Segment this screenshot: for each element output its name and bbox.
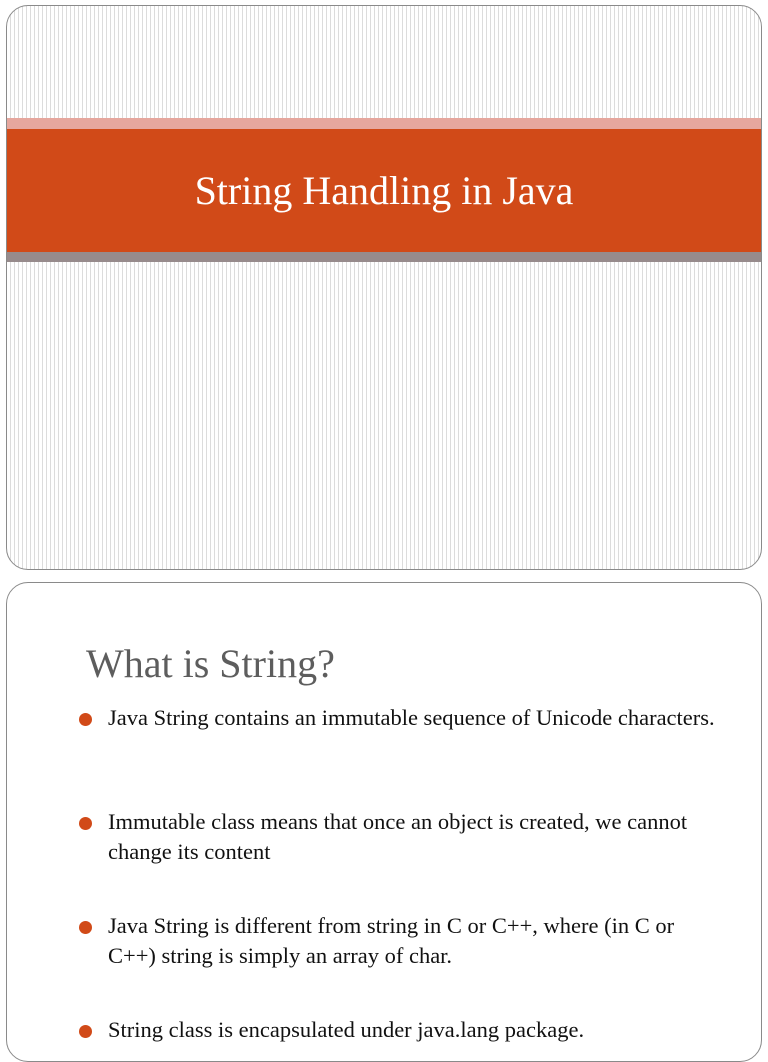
bullet-item <box>79 911 719 971</box>
slide-title: String Handling in Java <box>194 168 574 213</box>
title-band <box>7 129 761 252</box>
bullet-item <box>79 807 719 867</box>
bullet-dot-icon <box>79 921 92 934</box>
bullet-item <box>79 703 719 733</box>
bullet-text: Immutable class means that once an object is created, we cannot change its content <box>108 809 688 864</box>
content-slide <box>6 582 762 1062</box>
title-band-top-stripe <box>7 118 761 129</box>
bullet-dot-icon <box>79 817 92 830</box>
bullet-dot-icon <box>79 713 92 726</box>
bullet-text: String class is encapsulated under java.lang package. <box>108 1017 585 1042</box>
bullet-dot-icon <box>79 1025 92 1038</box>
title-slide <box>6 5 762 570</box>
bullet-text: Java String contains an immutable sequence of Unicode characters. <box>108 705 715 730</box>
title-band-bottom-stripe <box>7 252 761 262</box>
bullet-text: Java String is different from string in C or C++, where (in C or C++) string is simply an array of char. <box>108 913 675 968</box>
bullet-item <box>79 1015 719 1045</box>
slide-heading: What is String? <box>86 641 335 686</box>
